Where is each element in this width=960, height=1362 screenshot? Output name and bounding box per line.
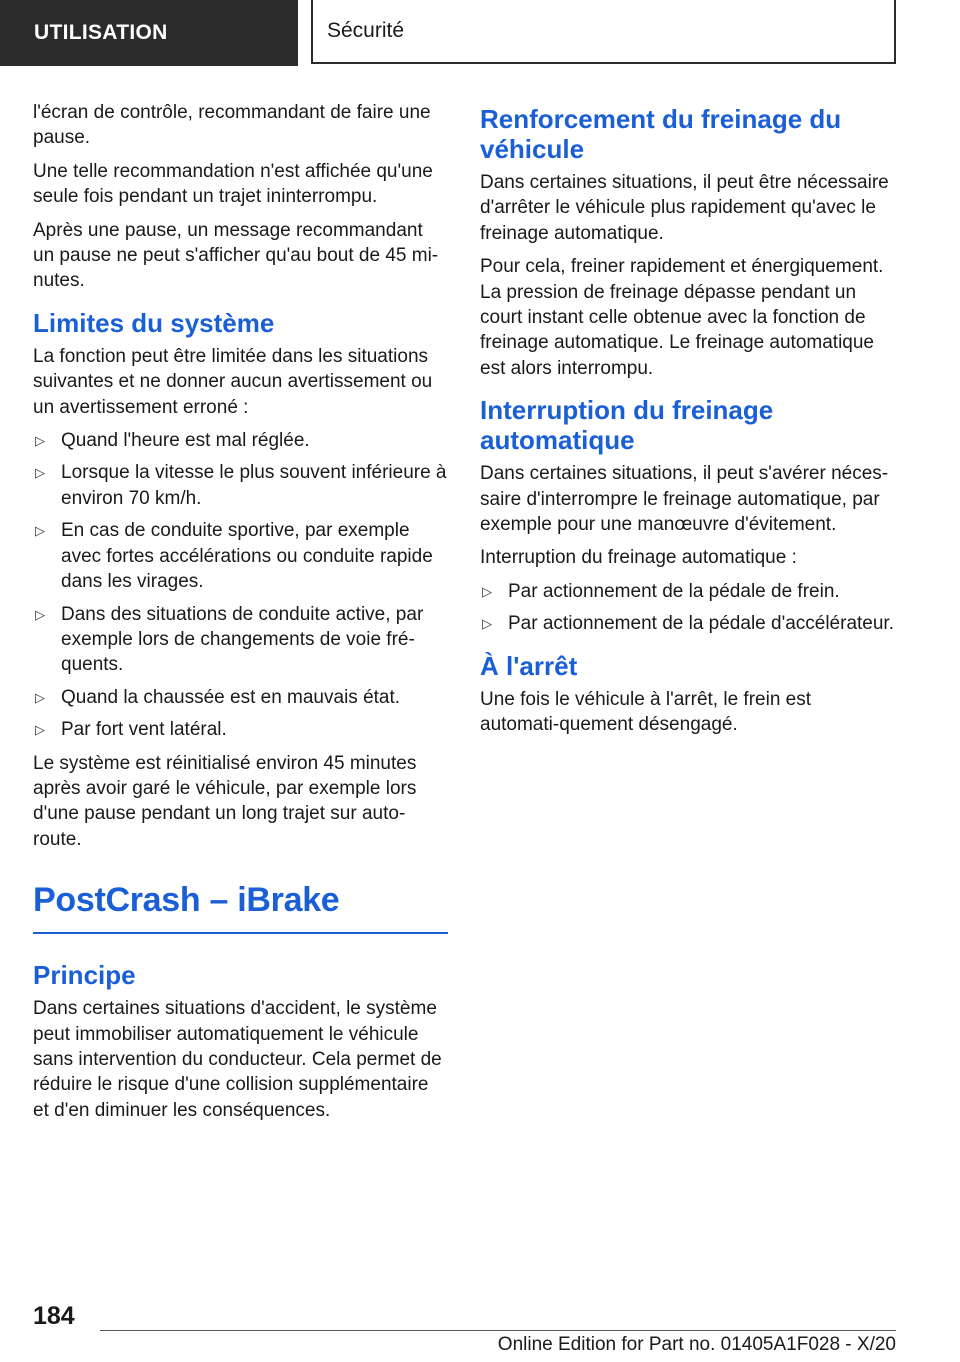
paragraph: Le système est réinitialisé environ 45 minutes après avoir garé le véhicule, par exemple lors d'une pause pendant un long trajet sur auto‐route. xyxy=(33,752,417,850)
list-item: ▷ Quand la chaussée est en mauvais état. xyxy=(33,685,448,710)
edition-label: Online Edition for Part no. 01405A1F028 - X/20 xyxy=(497,1334,896,1355)
paragraph: Dans certaines situations, il peut s'avérer néces‐saire d'interrompre le freinage automatique, par exemple pour une manœuvre d'évitement. xyxy=(480,463,889,536)
list-item: ▷ Dans des situations de conduite active, par exemple lors de changements de voie fré‐quents. xyxy=(35,603,424,676)
interruption-list xyxy=(480,579,895,637)
paragraph: Après une pause, un message recommandant un pause ne peut s'afficher qu'au bout de 45 mi‐nutes. xyxy=(33,219,439,292)
paragraph: La fonction peut être limitée dans les situations suivantes et ne donner aucun avertissement ou un avertissement erroné : xyxy=(33,345,433,418)
triangle-bullet-icon: ▷ xyxy=(35,722,45,738)
page-footer xyxy=(0,1290,960,1362)
paragraph: Dans certaines situations, il peut être nécessaire d'arrêter le véhicule plus rapidement qu'avec le freinage automatique. xyxy=(480,172,889,244)
triangle-bullet-icon: ▷ xyxy=(482,616,492,632)
list-item: ▷ Par fort vent latéral. xyxy=(33,717,448,742)
heading-limites-du-systeme: Limites du système xyxy=(33,307,275,338)
right-column xyxy=(480,100,895,746)
paragraph: Une fois le véhicule à l'arrêt, le frein est automati‐quement désengagé. xyxy=(480,688,812,736)
list-item: ▷ En cas de conduite sportive, par exemple avec fortes accélérations ou conduite rapide dans les virages. xyxy=(35,520,433,593)
list-item: ▷ Par actionnement de la pédale de frein. xyxy=(480,579,895,604)
triangle-bullet-icon: ▷ xyxy=(35,523,45,539)
page-number: 184 xyxy=(33,1302,75,1330)
triangle-bullet-icon: ▷ xyxy=(35,606,45,622)
heading-postcrash-ibrake: PostCrash – iBrake xyxy=(33,880,448,934)
triangle-bullet-icon: ▷ xyxy=(482,583,492,599)
list-item: ▷ Par actionnement de la pédale d'accélérateur. xyxy=(480,611,895,636)
heading-principe: Principe xyxy=(33,960,136,991)
paragraph: Dans certaines situations d'accident, le système peut immobiliser automatiquement le véhicule sans intervention du conducteur. Cela permet de réduire le risque d'une collision supplémentaire et d'en diminuer les conséquences. xyxy=(33,998,442,1121)
left-column xyxy=(33,100,448,1131)
section-tab: UTILISATION xyxy=(0,0,298,66)
triangle-bullet-icon: ▷ xyxy=(35,689,45,705)
list-item: ▷ Quand l'heure est mal réglée. xyxy=(33,428,448,453)
heading-interruption-du-freinage: Interruption du freinage automatique xyxy=(480,395,774,456)
heading-renforcement-du-freinage: Renforcement du freinage du véhicule xyxy=(480,104,842,164)
triangle-bullet-icon: ▷ xyxy=(35,465,45,481)
paragraph: Interruption du freinage automatique : xyxy=(480,547,797,569)
paragraph: Pour cela, freiner rapidement et énergiquement. La pression de freinage dépasse pendant un court instant celle obtenue avec la fonction de freinage automatique. Le freinage automatique est alors interrompu. xyxy=(480,256,884,379)
triangle-bullet-icon: ▷ xyxy=(35,433,45,449)
list-item: ▷ Lorsque la vitesse le plus souvent inférieure à environ 70 km/h. xyxy=(35,462,447,509)
paragraph: l'écran de contrôle, recommandant de faire une pause. xyxy=(33,102,431,149)
heading-a-l-arret: À l'arrêt xyxy=(480,650,578,681)
page-header xyxy=(0,0,960,66)
paragraph: Une telle recommandation n'est affichée qu'une seule fois pendant un trajet ininterrompu. xyxy=(33,160,433,208)
footer-divider xyxy=(100,1330,896,1331)
chapter-tab xyxy=(311,0,896,64)
limits-list xyxy=(33,428,448,742)
chapter-title: Sécurité xyxy=(327,19,405,42)
